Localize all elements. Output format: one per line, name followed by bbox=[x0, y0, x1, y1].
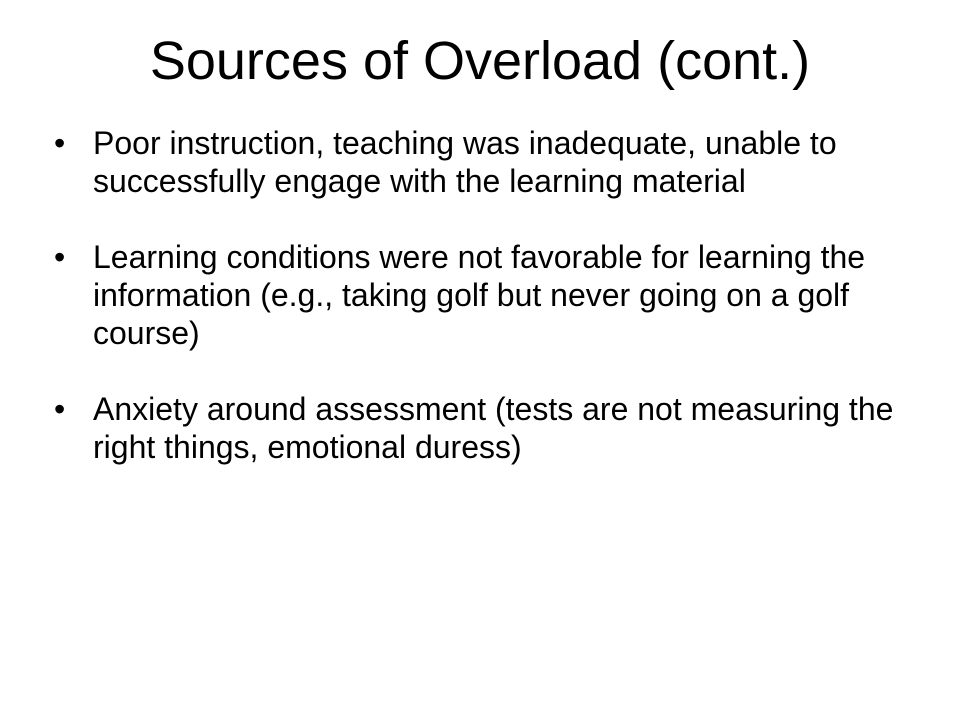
bullet-dot-icon: • bbox=[54, 391, 66, 427]
bullet-dot-icon: • bbox=[54, 239, 66, 275]
bullet-item bbox=[52, 238, 912, 352]
bullet-list bbox=[52, 124, 912, 466]
bullet-text: Poor instruction, teaching was inadequate, unable to successfully engage with the learning material bbox=[93, 125, 837, 199]
slide-title: Sources of Overload (cont.) bbox=[149, 31, 811, 91]
bullet-text: Learning conditions were not favorable for learning the information (e.g., taking golf but never going on a golf course) bbox=[93, 239, 866, 351]
bullet-text: Anxiety around assessment (tests are not measuring the right things, emotional duress) bbox=[93, 391, 894, 465]
bullet-item bbox=[52, 124, 912, 200]
bullet-dot-icon: • bbox=[54, 125, 66, 161]
bullet-item bbox=[52, 390, 912, 466]
